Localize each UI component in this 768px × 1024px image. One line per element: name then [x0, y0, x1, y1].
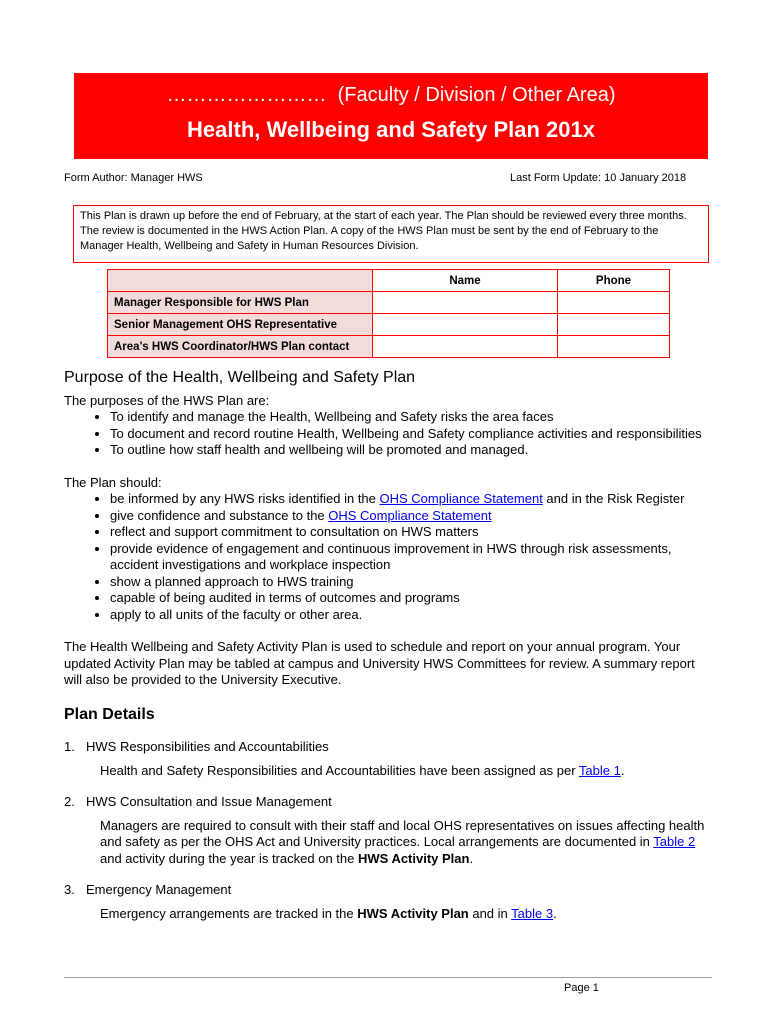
list-item: • apply to all units of the faculty or other area. — [110, 607, 714, 624]
form-author: Form Author: Manager HWS — [64, 172, 203, 184]
plan-details-heading: Plan Details — [64, 705, 155, 723]
footer-divider — [64, 977, 712, 978]
list-item — [110, 491, 714, 508]
name-cell[interactable] — [373, 314, 558, 336]
section-text: . — [620, 762, 625, 778]
banner-dots: …………………… — [166, 84, 327, 106]
header-banner — [74, 73, 708, 159]
section-text: Emergency arrangements are tracked in the — [100, 905, 358, 921]
section-text: Health and Safety Responsibilities and Accountabilities have been assigned as per — [100, 762, 579, 778]
role-cell: Manager Responsible for HWS Plan — [108, 292, 373, 314]
section-text: . — [469, 850, 474, 866]
ohs-compliance-link[interactable]: OHS Compliance Statement — [379, 491, 543, 506]
table-header-blank — [108, 270, 373, 292]
phone-cell[interactable] — [558, 336, 670, 358]
list-item: • show a planned approach to HWS training — [110, 574, 714, 591]
section-2-body — [64, 818, 714, 868]
table-1-link[interactable]: Table 1 — [578, 762, 621, 778]
list-item: • capable of being audited in terms of outcomes and programs — [110, 590, 714, 607]
phone-cell[interactable] — [558, 314, 670, 336]
banner-subtitle — [74, 84, 708, 107]
ohs-compliance-link[interactable]: OHS Compliance Statement — [328, 507, 492, 523]
name-cell[interactable] — [373, 336, 558, 358]
section-text: . — [553, 905, 557, 921]
should-lead: The Plan should: — [64, 474, 162, 490]
section-3-body — [64, 906, 714, 923]
section-text: Managers are required to consult with their staff and local OHS representatives on issues affecting health and safety as per the OHS Act and University practices. Local arrangements are documented in — [100, 817, 705, 849]
purpose-list — [64, 409, 714, 459]
banner-area: (Faculty / Division / Other Area) — [337, 84, 616, 106]
phone-cell[interactable] — [558, 292, 670, 314]
section-text: and in — [468, 905, 512, 921]
section-2-title — [64, 794, 714, 811]
section-title: HWS Consultation and Issue Management — [86, 794, 332, 809]
banner-title: Health, Wellbeing and Safety Plan 201x — [187, 117, 595, 142]
contacts-table — [107, 269, 670, 358]
section-title: HWS Responsibilities and Accountabilities — [86, 739, 329, 754]
intro-notice: This Plan is drawn up before the end of February, at the start of each year. The Plan should be reviewed every three months. The review is documented in the HWS Action Plan. A copy of the HWS Plan must be sent by the end of February to the Manager Health, Wellbeing and Safety in Human Resources Division. — [73, 205, 709, 263]
list-item: • To document and record routine Health, Wellbeing and Safety compliance activities and responsibilities — [110, 426, 714, 443]
should-list — [64, 491, 714, 623]
name-cell[interactable] — [373, 292, 558, 314]
section-number: 1. — [64, 739, 75, 754]
purpose-lead: The purposes of the HWS Plan are: — [64, 392, 270, 408]
section-1-body — [64, 763, 714, 780]
last-update: Last Form Update: 10 January 2018 — [510, 172, 687, 184]
role-cell: Area's HWS Coordinator/HWS Plan contact — [108, 336, 373, 358]
table-header-row — [108, 270, 670, 292]
purpose-heading: Purpose of the Health, Wellbeing and Safety Plan — [64, 369, 416, 386]
activity-plan-bold: HWS Activity Plan — [357, 905, 469, 921]
table-row — [108, 292, 670, 314]
list-item: • To identify and manage the Health, Wellbeing and Safety risks the area faces — [110, 409, 714, 426]
table-row — [108, 314, 670, 336]
section-1-title — [64, 739, 714, 756]
list-item: • provide evidence of engagement and continuous improvement in HWS through risk assessments, accident investigations and workplace inspection — [110, 541, 714, 574]
table-3-link[interactable]: Table 3 — [511, 905, 554, 921]
activity-paragraph: The Health Wellbeing and Safety Activity Plan is used to schedule and report on your annual program. Your updated Activity Plan may be tabled at campus and University HWS Committees for review. A summary report will also be provided to the University Executive. — [64, 639, 695, 687]
list-item: • reflect and support commitment to consultation on HWS matters — [110, 524, 714, 541]
list-item: • To outline how staff health and wellbeing will be promoted and managed. — [110, 442, 714, 459]
role-cell: Senior Management OHS Representative — [108, 314, 373, 336]
table-header-phone: Phone — [558, 270, 670, 292]
table-row — [108, 336, 670, 358]
section-number: 3. — [64, 882, 75, 897]
item-text: be informed by any HWS risks identified in the — [110, 491, 380, 506]
item-text: and in the Risk Register — [542, 491, 685, 506]
activity-plan-bold: HWS Activity Plan — [357, 850, 470, 866]
page-number: Page 1 — [564, 982, 599, 994]
table-2-link[interactable]: Table 2 — [653, 834, 696, 849]
list-item — [110, 508, 714, 525]
document-body — [64, 370, 714, 922]
item-text: give confidence and substance to the — [110, 507, 329, 523]
section-title: Emergency Management — [86, 882, 232, 897]
section-number: 2. — [64, 794, 75, 809]
section-3-title — [64, 882, 714, 899]
section-text: and activity during the year is tracked on the — [100, 850, 358, 866]
table-header-name: Name — [373, 270, 558, 292]
